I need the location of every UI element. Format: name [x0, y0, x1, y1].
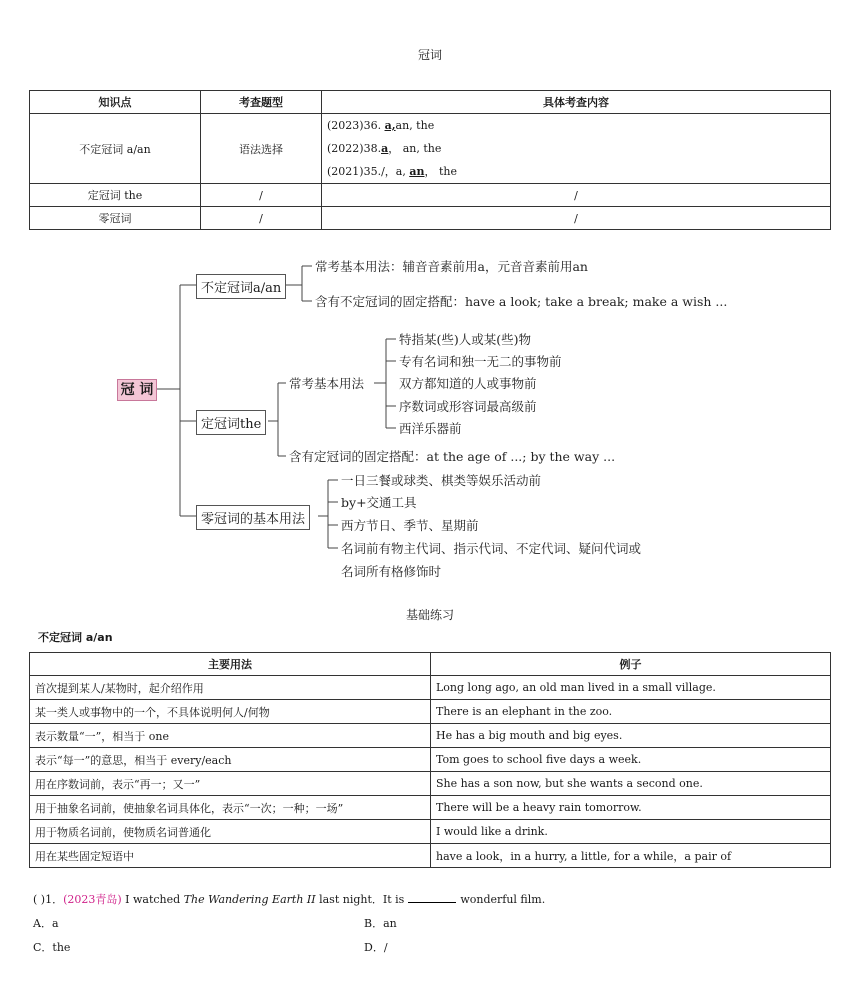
- content-line: (2022)38.a， an, the: [327, 142, 442, 155]
- cell-usage: 表示数量“一”，相当于 one: [30, 724, 431, 748]
- table-row: [30, 724, 831, 748]
- table-row: [30, 796, 831, 820]
- film-title: The Wandering Earth II: [183, 893, 316, 906]
- cell-content: /: [322, 184, 831, 207]
- cell-example: There will be a heavy rain tomorrow.: [431, 796, 831, 820]
- option-b[interactable]: B．an: [364, 917, 397, 930]
- header-example: 例子: [431, 653, 831, 676]
- cell-usage: 用于抽象名词前，使抽象名词具体化，表示“一次；一种；一场”: [30, 796, 431, 820]
- cell-content: /: [322, 207, 831, 230]
- question-stem: ( )1．(2023青岛) I watched The Wandering Earth II last night．It is wonderful film.: [33, 893, 546, 906]
- content-line: (2021)35./，a, an， the: [327, 165, 457, 178]
- cell-usage: 表示“每一”的意思，相当于 every/each: [30, 748, 431, 772]
- table-row: [30, 748, 831, 772]
- table-row: [30, 772, 831, 796]
- mindmap-branch-indefinite: 不定冠词a/an: [196, 274, 286, 299]
- content-line: (2023)36. a,an, the: [327, 119, 435, 132]
- answer-blank[interactable]: [408, 894, 456, 903]
- section-title: 基础练习: [405, 608, 454, 622]
- option-d[interactable]: D．/: [364, 941, 388, 954]
- header-point: 知识点: [30, 91, 201, 114]
- mindmap-leaf: 双方都知道的人或事物前: [399, 376, 537, 391]
- cell-usage: 用在序数词前，表示“再一；又一”: [30, 772, 431, 796]
- mindmap-leaf: 序数词或形容词最高级前: [399, 399, 537, 414]
- cell-type: 语法选择: [201, 114, 322, 184]
- table-row: [30, 676, 831, 700]
- option-c[interactable]: C．the: [33, 941, 71, 954]
- cell-example: There is an elephant in the zoo.: [431, 700, 831, 724]
- cell-example: have a look，in a hurry, a little, for a while，a pair of: [431, 844, 831, 868]
- cell-point: 不定冠词 a/an: [30, 114, 201, 184]
- mindmap-mid-node: 常考基本用法: [289, 376, 365, 391]
- usage-table: [29, 652, 831, 868]
- mindmap-leaf: 含有不定冠词的固定搭配：have a look; take a break; make a wish ...: [315, 294, 728, 309]
- cell-example: She has a son now, but she wants a second one.: [431, 772, 831, 796]
- cell-usage: 首次提到某人/某物时，起介绍作用: [30, 676, 431, 700]
- table-row: [30, 820, 831, 844]
- mindmap-leaf: 常考基本用法：辅音音素前用a，元音音素前用an: [315, 259, 588, 274]
- mindmap-branch-zero: 零冠词的基本用法: [196, 505, 310, 530]
- cell-usage: 用于物质名词前，使物质名词普通化: [30, 820, 431, 844]
- table-row: [30, 844, 831, 868]
- answer-paren[interactable]: ( )1．: [33, 893, 64, 906]
- mindmap-leaf: 含有定冠词的固定搭配：at the age of ...; by the way ...: [289, 449, 616, 464]
- mindmap-leaf: 特指某(些)人或某(些)物: [399, 332, 532, 347]
- cell-example: He has a big mouth and big eyes.: [431, 724, 831, 748]
- cell-usage: 某一类人或事物中的一个，不具体说明何人/何物: [30, 700, 431, 724]
- cell-type: /: [201, 184, 322, 207]
- cell-example: Long long ago, an old man lived in a small village.: [431, 676, 831, 700]
- cell-example: Tom goes to school five days a week.: [431, 748, 831, 772]
- subsection-title: 不定冠词 a/an: [38, 631, 113, 644]
- header-content: 具体考查内容: [322, 91, 831, 114]
- header-type: 考查题型: [201, 91, 322, 114]
- mindmap-leaf: 一日三餐或球类、棋类等娱乐活动前: [341, 473, 542, 488]
- cell-type: /: [201, 207, 322, 230]
- mindmap-root: 冠 词: [117, 379, 157, 401]
- mindmap-branch-definite: 定冠词the: [196, 410, 266, 435]
- option-a[interactable]: A．a: [33, 917, 59, 930]
- cell-point: 零冠词: [30, 207, 201, 230]
- cell-example: I would like a drink.: [431, 820, 831, 844]
- mindmap-leaf: 名词前有物主代词、指示代词、不定代词、疑问代词或: [341, 541, 642, 556]
- question-source: (2023青岛): [63, 893, 122, 906]
- mindmap-leaf: 名词所有格修饰时: [341, 564, 442, 579]
- mindmap-leaf: by+交通工具: [341, 495, 417, 510]
- cell-point: 定冠词 the: [30, 184, 201, 207]
- header-usage: 主要用法: [30, 653, 431, 676]
- table-row: [30, 700, 831, 724]
- cell-usage: 用在某些固定短语中: [30, 844, 431, 868]
- mindmap-leaf: 西洋乐器前: [399, 421, 462, 436]
- mindmap-leaf: 专有名词和独一无二的事物前: [399, 354, 562, 369]
- page-title: 冠词: [417, 48, 442, 62]
- mindmap-leaf: 西方节日、季节、星期前: [341, 518, 479, 533]
